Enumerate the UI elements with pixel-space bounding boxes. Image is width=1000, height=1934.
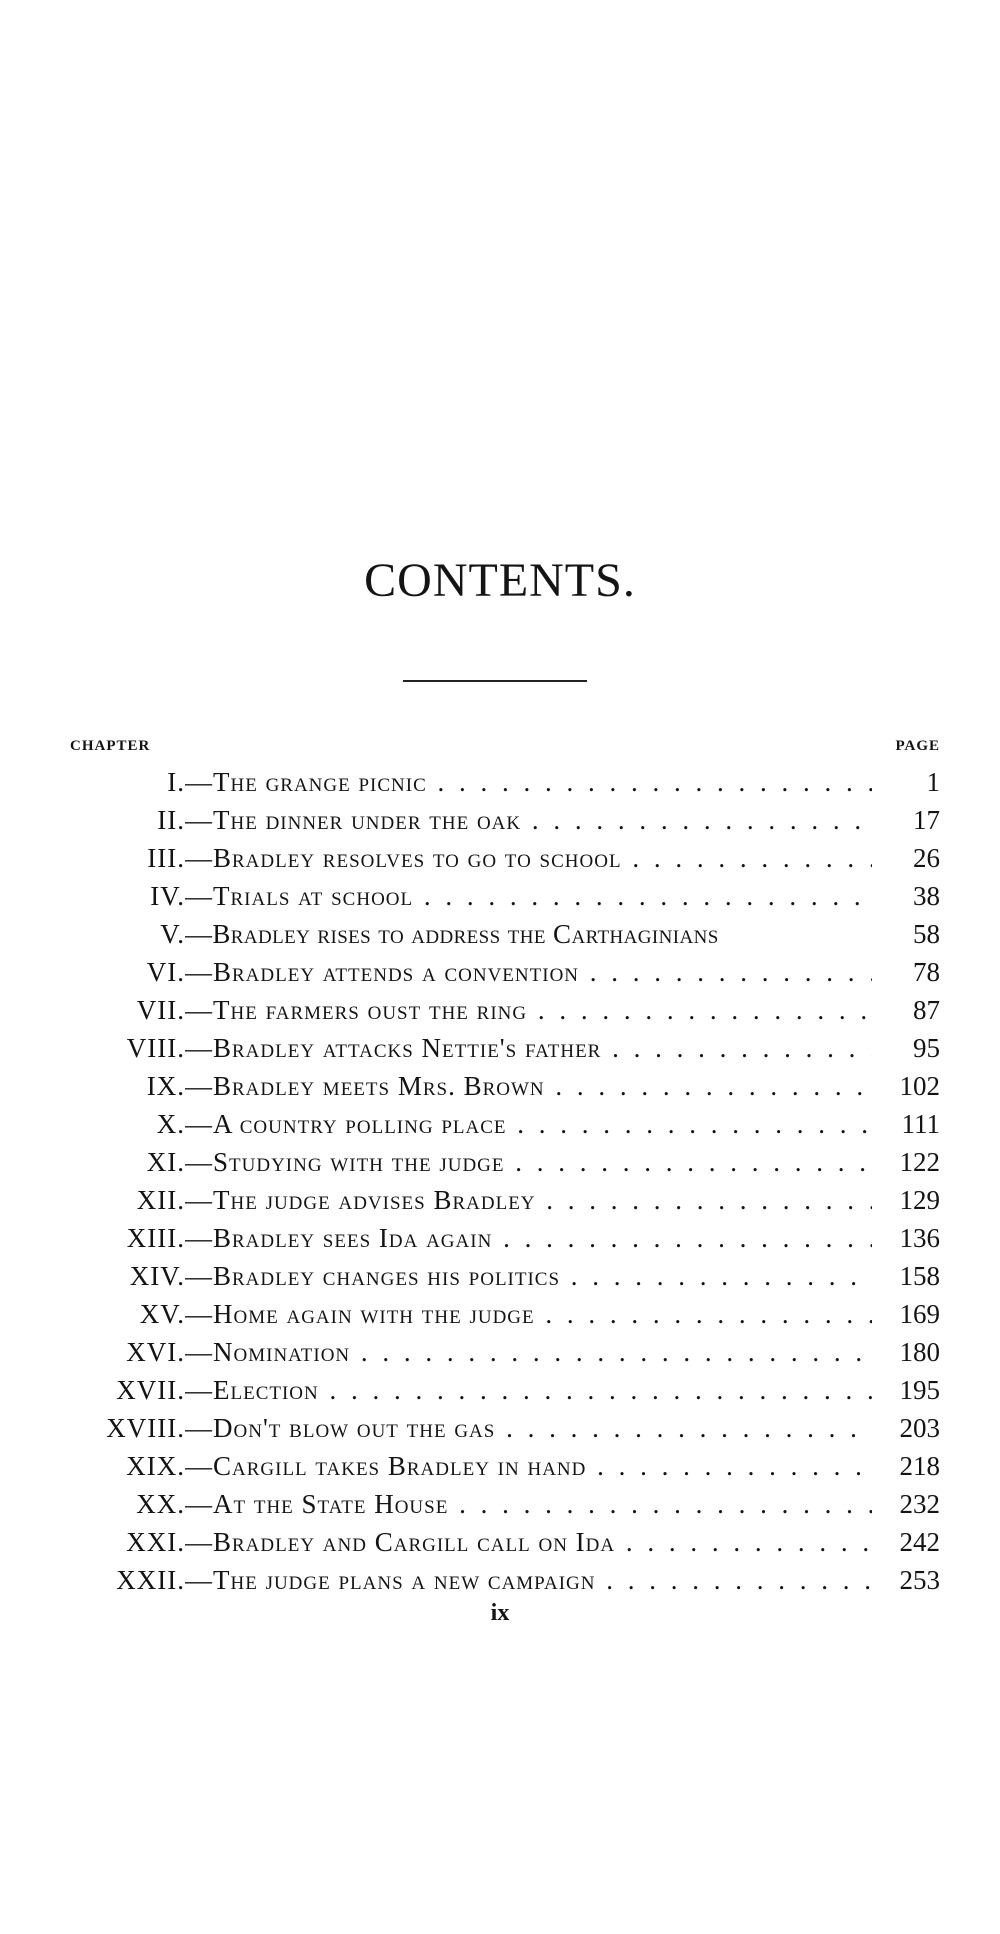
chapter-numeral: XXI. <box>126 1527 185 1557</box>
chapter-numeral: XI. <box>146 1147 185 1177</box>
chapter-numeral: XIV. <box>129 1261 185 1291</box>
chapter-title: —The grange picnic . . <box>185 763 872 801</box>
chapter-title: —Bradley and Cargill call on Ida . . <box>185 1523 872 1561</box>
chapter-numeral: XVIII. <box>106 1413 185 1443</box>
toc-entry[interactable] <box>0 1105 1000 1143</box>
chapter-numeral: XV. <box>139 1299 185 1329</box>
chapter-title: —Studying with the judge . . <box>185 1143 872 1181</box>
chapter-title: —The dinner under the oak . . <box>185 801 872 839</box>
toc-entry[interactable] <box>0 1561 1000 1599</box>
toc-entry[interactable] <box>0 1219 1000 1257</box>
chapter-title: —At the State House . . <box>185 1485 872 1523</box>
page-number: 87 <box>913 995 940 1025</box>
chapter-numeral: II. <box>157 805 185 835</box>
page-number: 102 <box>899 1071 940 1101</box>
toc-entry[interactable] <box>0 1295 1000 1333</box>
chapter-title: —Bradley meets Mrs. Brown . . <box>185 1067 872 1105</box>
chapter-numeral: X. <box>156 1109 185 1139</box>
toc-entry[interactable] <box>0 1143 1000 1181</box>
page-title: CONTENTS. <box>364 554 636 607</box>
chapter-title: —Cargill takes Bradley in hand . . <box>185 1447 872 1485</box>
chapter-numeral: XXII. <box>116 1565 185 1595</box>
chapter-title: —Home again with the judge . . <box>185 1295 872 1333</box>
toc-entry[interactable] <box>0 1257 1000 1295</box>
chapter-title: —Bradley sees Ida again . . <box>185 1219 872 1257</box>
chapter-numeral: VII. <box>136 995 185 1025</box>
chapter-title: —Bradley attacks Nettie's father . . <box>185 1029 872 1067</box>
toc-entry[interactable] <box>0 763 1000 801</box>
page-folio: ix <box>490 1600 510 1626</box>
chapter-numeral: IV. <box>150 881 185 911</box>
chapter-numeral: XVII. <box>116 1375 185 1405</box>
chapter-title: —Election . . <box>185 1371 872 1409</box>
toc-entry[interactable] <box>0 1447 1000 1485</box>
toc-entry[interactable] <box>0 1485 1000 1523</box>
page-number: 17 <box>913 805 940 835</box>
chapter-numeral: V. <box>160 919 185 949</box>
toc-entry[interactable] <box>0 1333 1000 1371</box>
toc-entry[interactable] <box>0 1371 1000 1409</box>
chapter-title: —Bradley attends a convention . . <box>185 953 872 991</box>
page-number: 129 <box>899 1185 940 1215</box>
page-number: 242 <box>899 1527 940 1557</box>
chapter-title: —Bradley resolves to go to school . . <box>185 839 872 877</box>
toc-entry[interactable] <box>0 1029 1000 1067</box>
chapter-title: —Don't blow out the gas . . <box>185 1409 872 1447</box>
chapter-column-header: CHAPTER <box>70 738 151 754</box>
toc-entry[interactable] <box>0 801 1000 839</box>
toc-entry[interactable] <box>0 839 1000 877</box>
toc-entry[interactable] <box>0 1181 1000 1219</box>
page-number: 26 <box>913 843 940 873</box>
page-number: 232 <box>899 1489 940 1519</box>
chapter-numeral: VIII. <box>126 1033 185 1063</box>
chapter-numeral: XII. <box>136 1185 185 1215</box>
toc-entry[interactable] <box>0 1523 1000 1561</box>
page-column-header: PAGE <box>895 738 940 754</box>
page-number: 169 <box>899 1299 940 1329</box>
page-number: 253 <box>899 1565 940 1595</box>
chapter-title: —The judge plans a new campaign . . <box>185 1561 872 1599</box>
page-number: 136 <box>899 1223 940 1253</box>
chapter-title: —Nomination . . <box>185 1333 872 1371</box>
chapter-numeral: XIX. <box>126 1451 185 1481</box>
page-number: 203 <box>899 1413 940 1443</box>
toc-entry[interactable] <box>0 1409 1000 1447</box>
toc-entry[interactable] <box>0 991 1000 1029</box>
chapter-title: —Bradley changes his politics . . <box>185 1257 872 1295</box>
chapter-title: —Bradley rises to address the Carthaginians <box>185 919 719 949</box>
page-number: 38 <box>913 881 940 911</box>
page-number: 1 <box>926 767 940 797</box>
chapter-numeral: XIII. <box>126 1223 185 1253</box>
toc-entry[interactable] <box>0 877 1000 915</box>
chapter-numeral: IX. <box>146 1071 185 1101</box>
page-number: 111 <box>901 1109 940 1139</box>
chapter-numeral: VI. <box>146 957 185 987</box>
chapter-title: —The farmers oust the ring . . <box>185 991 872 1029</box>
chapter-numeral: XVI. <box>126 1337 185 1367</box>
page-number: 158 <box>899 1261 940 1291</box>
chapter-title: —Trials at school . . <box>185 877 872 915</box>
page-number: 78 <box>913 957 940 987</box>
chapter-numeral: III. <box>147 843 185 873</box>
title-rule-divider <box>403 680 587 682</box>
page-number: 95 <box>913 1033 940 1063</box>
chapter-numeral: XX. <box>136 1489 185 1519</box>
page-number: 180 <box>899 1337 940 1367</box>
toc-entry[interactable] <box>0 1067 1000 1105</box>
page-number: 122 <box>899 1147 940 1177</box>
page-number: 218 <box>899 1451 940 1481</box>
toc-entry[interactable] <box>0 915 1000 953</box>
chapter-title: —A country polling place . . <box>185 1105 872 1143</box>
page-number: 195 <box>899 1375 940 1405</box>
chapter-title: —The judge advises Bradley . . <box>185 1181 872 1219</box>
page-number: 58 <box>913 919 940 949</box>
chapter-numeral: I. <box>167 767 185 797</box>
toc-entry[interactable] <box>0 953 1000 991</box>
